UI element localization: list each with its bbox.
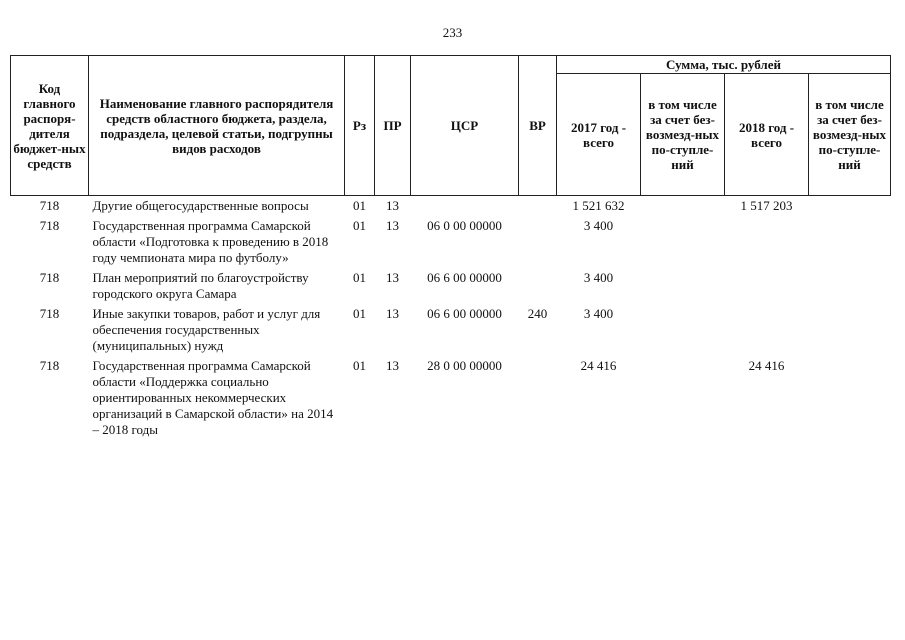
header-sum-group: Сумма, тыс. рублей [557, 56, 891, 74]
cell-pr: 13 [386, 358, 399, 373]
cell-name: Иные закупки товаров, работ и услуг для обеспечения государственных (муниципальных) нужд [92, 306, 321, 353]
cell-2018-free [809, 216, 891, 268]
cell-vr [519, 356, 557, 440]
cell-name: Государственная программа Самарской области «Поддержка социально ориентированных некоммерческих организаций в Самарской области» на 2014 – 2018 годы [92, 358, 334, 437]
table-row [11, 268, 891, 304]
cell-pr: 13 [386, 198, 399, 213]
header-code: Код главного распоря-дителя бюджет-ных средств [11, 56, 89, 196]
table-row [11, 304, 891, 356]
header-name: Наименование главного распорядителя средств областного бюджета, раздела, подраздела, целевой статьи, подгрупны видов расходов [89, 56, 345, 196]
cell-code: 718 [39, 270, 60, 285]
table-header [11, 56, 891, 196]
page-number: 233 [442, 25, 463, 40]
header-2017-free: в том числе за счет без-возмезд-ных по-ступле-ний [641, 74, 725, 196]
table-row [11, 216, 891, 268]
cell-2018-total [725, 216, 809, 268]
table-body [11, 196, 891, 441]
cell-2017-total: 3 400 [583, 218, 614, 233]
cell-2018-free [809, 268, 891, 304]
cell-2018-total: 1 517 203 [740, 198, 793, 213]
header-pr: ПР [375, 56, 411, 196]
cell-code: 718 [39, 306, 60, 321]
header-vr: ВР [519, 56, 557, 196]
cell-name: План мероприятий по благоустройству городского округа Самара [92, 270, 309, 301]
cell-name: Другие общегосударственные вопросы [92, 198, 309, 213]
header-csr: ЦСР [411, 56, 519, 196]
cell-csr: 06 0 00 00000 [427, 218, 502, 233]
cell-csr [411, 196, 519, 217]
cell-pr: 13 [386, 218, 399, 233]
cell-2017-free [641, 216, 725, 268]
cell-2017-total: 3 400 [583, 306, 614, 321]
cell-rz: 01 [353, 358, 366, 373]
cell-name: Государственная программа Самарской области «Подготовка к проведению в 2018 году чемпионата мира по футболу» [92, 218, 329, 265]
cell-2017-free [641, 268, 725, 304]
cell-2017-free [641, 356, 725, 440]
table-row [11, 196, 891, 217]
cell-2018-free [809, 196, 891, 217]
cell-2018-free [809, 356, 891, 440]
cell-2017-total: 24 416 [580, 358, 617, 373]
header-2018-total: 2018 год - всего [725, 74, 809, 196]
cell-code: 718 [39, 198, 60, 213]
cell-rz: 01 [353, 270, 366, 285]
cell-pr: 13 [386, 270, 399, 285]
cell-2018-total: 24 416 [748, 358, 785, 373]
cell-csr: 06 6 00 00000 [427, 270, 502, 285]
cell-vr [519, 196, 557, 217]
cell-2018-total [725, 304, 809, 356]
cell-pr: 13 [386, 306, 399, 321]
table-row [11, 356, 891, 440]
budget-table [10, 55, 891, 440]
cell-csr: 28 0 00 00000 [427, 358, 502, 373]
cell-2017-free [641, 196, 725, 217]
header-2018-free: в том числе за счет без-возмезд-ных по-ступле-ний [809, 74, 891, 196]
cell-2018-free [809, 304, 891, 356]
cell-vr: 240 [527, 306, 548, 321]
cell-code: 718 [39, 358, 60, 373]
cell-2018-total [725, 268, 809, 304]
cell-csr: 06 6 00 00000 [427, 306, 502, 321]
cell-vr [519, 216, 557, 268]
cell-rz: 01 [353, 306, 366, 321]
cell-2017-total: 3 400 [583, 270, 614, 285]
cell-code: 718 [39, 218, 60, 233]
cell-2017-free [641, 304, 725, 356]
header-rz: Рз [345, 56, 375, 196]
cell-rz: 01 [353, 198, 366, 213]
cell-2017-total: 1 521 632 [572, 198, 625, 213]
header-2017-total: 2017 год - всего [557, 74, 641, 196]
cell-rz: 01 [353, 218, 366, 233]
cell-vr [519, 268, 557, 304]
